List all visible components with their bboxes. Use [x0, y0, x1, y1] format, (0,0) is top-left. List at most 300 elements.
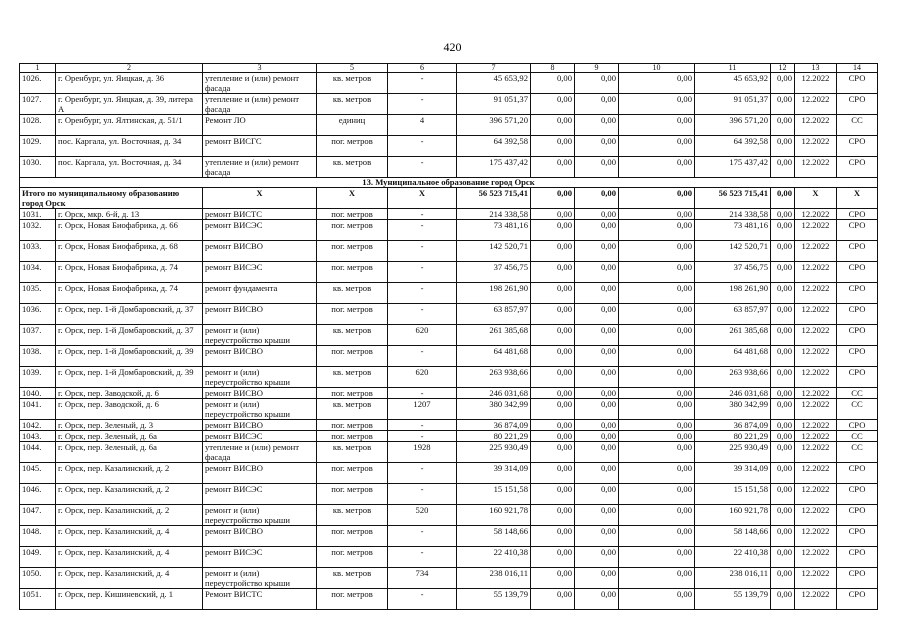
column-number-header: 12: [771, 64, 795, 73]
work-type-cell: ремонт и (или) переустройство крыши: [203, 325, 317, 346]
total-cost-cell: 91 051,37: [457, 94, 531, 115]
method-cell: СРО: [837, 157, 878, 178]
address-cell: г. Орск, пер. Заводской, д. 6: [56, 388, 203, 399]
method-cell: СРО: [837, 463, 878, 484]
completion-date-cell: 12.2022: [795, 304, 837, 325]
row-number-cell: 1044.: [20, 442, 56, 463]
address-cell: г. Орск, пер. 1-й Домбаровский, д. 39: [56, 367, 203, 388]
unit-cell: единиц: [317, 115, 388, 136]
row-number-cell: 1026.: [20, 73, 56, 94]
table-row: [20, 136, 878, 157]
budget-amount-cell: 0,00: [575, 367, 619, 388]
quantity-cell: -: [388, 73, 457, 94]
row-number-cell: 1032.: [20, 220, 56, 241]
other-amount-cell: 0,00: [619, 262, 695, 283]
work-type-cell: Ремонт ВИСТС: [203, 589, 317, 610]
unit-cell: пог. метров: [317, 304, 388, 325]
completion-date-cell: 12.2022: [795, 220, 837, 241]
fund-amount-cell: 0,00: [531, 367, 575, 388]
work-type-cell: ремонт ВИСВО: [203, 241, 317, 262]
total-value-cell: X: [388, 188, 457, 209]
column-number-header: 3: [203, 64, 317, 73]
other-amount-2-cell: 0,00: [771, 262, 795, 283]
work-type-cell: Ремонт ЛО: [203, 115, 317, 136]
total-value-cell: X: [837, 188, 878, 209]
total-cost-cell: 73 481,16: [457, 220, 531, 241]
owners-amount-cell: 263 938,66: [695, 367, 771, 388]
owners-amount-cell: 160 921,78: [695, 505, 771, 526]
fund-amount-cell: 0,00: [531, 526, 575, 547]
method-cell: СС: [837, 442, 878, 463]
table-row: [20, 463, 878, 484]
table-row: [20, 420, 878, 431]
unit-cell: кв. метров: [317, 367, 388, 388]
quantity-cell: -: [388, 283, 457, 304]
work-type-cell: ремонт ВИСЭС: [203, 484, 317, 505]
column-number-header: 8: [531, 64, 575, 73]
quantity-cell: 1928: [388, 442, 457, 463]
row-number-cell: 1050.: [20, 568, 56, 589]
work-type-cell: ремонт ВИСВО: [203, 420, 317, 431]
work-type-cell: ремонт ВИСЭС: [203, 547, 317, 568]
other-amount-cell: 0,00: [619, 241, 695, 262]
table-row: [20, 346, 878, 367]
quantity-cell: -: [388, 431, 457, 442]
quantity-cell: -: [388, 157, 457, 178]
other-amount-2-cell: 0,00: [771, 568, 795, 589]
completion-date-cell: 12.2022: [795, 283, 837, 304]
budget-amount-cell: 0,00: [575, 241, 619, 262]
row-number-cell: 1038.: [20, 346, 56, 367]
unit-cell: кв. метров: [317, 568, 388, 589]
other-amount-2-cell: 0,00: [771, 526, 795, 547]
other-amount-2-cell: 0,00: [771, 115, 795, 136]
budget-amount-cell: 0,00: [575, 136, 619, 157]
other-amount-2-cell: 0,00: [771, 304, 795, 325]
completion-date-cell: 12.2022: [795, 94, 837, 115]
method-cell: СС: [837, 388, 878, 399]
other-amount-2-cell: 0,00: [771, 420, 795, 431]
total-value-cell: 56 523 715,41: [457, 188, 531, 209]
owners-amount-cell: 15 151,58: [695, 484, 771, 505]
quantity-cell: -: [388, 262, 457, 283]
owners-amount-cell: 142 520,71: [695, 241, 771, 262]
total-label: Итого по муниципальному образованию город Орск: [20, 188, 203, 209]
total-cost-cell: 36 874,09: [457, 420, 531, 431]
unit-cell: кв. метров: [317, 325, 388, 346]
total-cost-cell: 261 385,68: [457, 325, 531, 346]
other-amount-2-cell: 0,00: [771, 505, 795, 526]
address-cell: пос. Каргала, ул. Восточная, д. 34: [56, 136, 203, 157]
owners-amount-cell: 58 148,66: [695, 526, 771, 547]
other-amount-2-cell: 0,00: [771, 325, 795, 346]
other-amount-2-cell: 0,00: [771, 589, 795, 610]
unit-cell: пог. метров: [317, 420, 388, 431]
budget-amount-cell: 0,00: [575, 262, 619, 283]
method-cell: СРО: [837, 568, 878, 589]
unit-cell: кв. метров: [317, 157, 388, 178]
total-cost-cell: 58 148,66: [457, 526, 531, 547]
other-amount-cell: 0,00: [619, 568, 695, 589]
owners-amount-cell: 214 338,58: [695, 209, 771, 220]
unit-cell: пог. метров: [317, 484, 388, 505]
quantity-cell: 620: [388, 367, 457, 388]
total-value-cell: 56 523 715,41: [695, 188, 771, 209]
method-cell: СРО: [837, 420, 878, 431]
table-row: [20, 399, 878, 420]
table-body-orsk: [20, 209, 878, 610]
other-amount-cell: 0,00: [619, 388, 695, 399]
other-amount-2-cell: 0,00: [771, 209, 795, 220]
row-number-cell: 1043.: [20, 431, 56, 442]
unit-cell: кв. метров: [317, 283, 388, 304]
fund-amount-cell: 0,00: [531, 388, 575, 399]
total-cost-cell: 39 314,09: [457, 463, 531, 484]
unit-cell: пог. метров: [317, 431, 388, 442]
table-row: [20, 526, 878, 547]
address-cell: г. Орск, Новая Биофабрика, д. 66: [56, 220, 203, 241]
other-amount-cell: 0,00: [619, 589, 695, 610]
other-amount-cell: 0,00: [619, 399, 695, 420]
quantity-cell: -: [388, 526, 457, 547]
method-cell: СРО: [837, 589, 878, 610]
other-amount-cell: 0,00: [619, 115, 695, 136]
method-cell: СРО: [837, 505, 878, 526]
other-amount-2-cell: 0,00: [771, 484, 795, 505]
other-amount-cell: 0,00: [619, 526, 695, 547]
owners-amount-cell: 45 653,92: [695, 73, 771, 94]
completion-date-cell: 12.2022: [795, 115, 837, 136]
total-cost-cell: 15 151,58: [457, 484, 531, 505]
table-row: [20, 431, 878, 442]
address-cell: г. Орск, пер. Казалинский, д. 2: [56, 505, 203, 526]
fund-amount-cell: 0,00: [531, 73, 575, 94]
budget-amount-cell: 0,00: [575, 220, 619, 241]
method-cell: СС: [837, 115, 878, 136]
unit-cell: пог. метров: [317, 209, 388, 220]
row-number-cell: 1028.: [20, 115, 56, 136]
address-cell: г. Орск, пер. Казалинский, д. 2: [56, 484, 203, 505]
address-cell: г. Орск, Новая Биофабрика, д. 74: [56, 262, 203, 283]
other-amount-2-cell: 0,00: [771, 73, 795, 94]
table-row: [20, 505, 878, 526]
budget-amount-cell: 0,00: [575, 399, 619, 420]
row-number-cell: 1029.: [20, 136, 56, 157]
method-cell: СС: [837, 431, 878, 442]
other-amount-cell: 0,00: [619, 463, 695, 484]
address-cell: г. Орск, пер. Зеленый, д. 6а: [56, 442, 203, 463]
table-row: [20, 589, 878, 610]
total-cost-cell: 263 938,66: [457, 367, 531, 388]
total-cost-cell: 380 342,99: [457, 399, 531, 420]
section-orsk: [20, 178, 878, 209]
total-value-cell: 0,00: [575, 188, 619, 209]
section-title-row: [20, 178, 878, 188]
owners-amount-cell: 198 261,90: [695, 283, 771, 304]
total-value-cell: X: [795, 188, 837, 209]
work-type-cell: ремонт ВИСТС: [203, 209, 317, 220]
address-cell: г. Оренбург, ул. Яицкая, д. 36: [56, 73, 203, 94]
fund-amount-cell: 0,00: [531, 262, 575, 283]
other-amount-cell: 0,00: [619, 346, 695, 367]
other-amount-cell: 0,00: [619, 136, 695, 157]
other-amount-cell: 0,00: [619, 431, 695, 442]
fund-amount-cell: 0,00: [531, 115, 575, 136]
work-type-cell: утепление и (или) ремонт фасада: [203, 442, 317, 463]
budget-amount-cell: 0,00: [575, 420, 619, 431]
other-amount-2-cell: 0,00: [771, 241, 795, 262]
work-type-cell: утепление и (или) ремонт фасада: [203, 157, 317, 178]
completion-date-cell: 12.2022: [795, 484, 837, 505]
completion-date-cell: 12.2022: [795, 589, 837, 610]
address-cell: г. Орск, пер. Казалинский, д. 4: [56, 568, 203, 589]
budget-amount-cell: 0,00: [575, 209, 619, 220]
other-amount-2-cell: 0,00: [771, 136, 795, 157]
completion-date-cell: 12.2022: [795, 346, 837, 367]
total-cost-cell: 142 520,71: [457, 241, 531, 262]
work-type-cell: ремонт ВИСВО: [203, 388, 317, 399]
other-amount-cell: 0,00: [619, 73, 695, 94]
column-numbers-header: [20, 64, 878, 73]
address-cell: г. Орск, пер. 1-й Домбаровский, д. 37: [56, 304, 203, 325]
method-cell: СРО: [837, 547, 878, 568]
owners-amount-cell: 246 031,68: [695, 388, 771, 399]
total-cost-cell: 63 857,97: [457, 304, 531, 325]
work-type-cell: ремонт фундамента: [203, 283, 317, 304]
total-value-cell: 0,00: [531, 188, 575, 209]
fund-amount-cell: 0,00: [531, 209, 575, 220]
fund-amount-cell: 0,00: [531, 589, 575, 610]
other-amount-cell: 0,00: [619, 420, 695, 431]
quantity-cell: -: [388, 484, 457, 505]
fund-amount-cell: 0,00: [531, 136, 575, 157]
total-cost-cell: 45 653,92: [457, 73, 531, 94]
budget-amount-cell: 0,00: [575, 304, 619, 325]
work-type-cell: ремонт и (или) переустройство крыши: [203, 505, 317, 526]
fund-amount-cell: 0,00: [531, 568, 575, 589]
completion-date-cell: 12.2022: [795, 526, 837, 547]
owners-amount-cell: 36 874,09: [695, 420, 771, 431]
quantity-cell: -: [388, 136, 457, 157]
other-amount-2-cell: 0,00: [771, 220, 795, 241]
unit-cell: пог. метров: [317, 136, 388, 157]
row-number-cell: 1041.: [20, 399, 56, 420]
row-number-cell: 1051.: [20, 589, 56, 610]
other-amount-2-cell: 0,00: [771, 94, 795, 115]
column-number-header: 11: [695, 64, 771, 73]
fund-amount-cell: 0,00: [531, 505, 575, 526]
work-type-cell: ремонт и (или) переустройство крыши: [203, 399, 317, 420]
other-amount-cell: 0,00: [619, 157, 695, 178]
address-cell: г. Орск, Новая Биофабрика, д. 74: [56, 283, 203, 304]
method-cell: СС: [837, 399, 878, 420]
table-row: [20, 442, 878, 463]
completion-date-cell: 12.2022: [795, 325, 837, 346]
method-cell: СРО: [837, 484, 878, 505]
table-row: [20, 262, 878, 283]
column-number-header: 1: [20, 64, 56, 73]
owners-amount-cell: 380 342,99: [695, 399, 771, 420]
work-type-cell: ремонт ВИСЭС: [203, 431, 317, 442]
completion-date-cell: 12.2022: [795, 431, 837, 442]
budget-amount-cell: 0,00: [575, 484, 619, 505]
other-amount-cell: 0,00: [619, 325, 695, 346]
row-number-cell: 1027.: [20, 94, 56, 115]
row-number-cell: 1046.: [20, 484, 56, 505]
unit-cell: кв. метров: [317, 505, 388, 526]
other-amount-2-cell: 0,00: [771, 283, 795, 304]
table-row: [20, 367, 878, 388]
table-row: [20, 94, 878, 115]
method-cell: СРО: [837, 367, 878, 388]
table-row: [20, 568, 878, 589]
table-row: [20, 547, 878, 568]
table-body-previous-section: [20, 73, 878, 178]
method-cell: СРО: [837, 220, 878, 241]
quantity-cell: -: [388, 547, 457, 568]
work-type-cell: ремонт и (или) переустройство крыши: [203, 568, 317, 589]
work-type-cell: утепление и (или) ремонт фасада: [203, 73, 317, 94]
unit-cell: пог. метров: [317, 589, 388, 610]
completion-date-cell: 12.2022: [795, 399, 837, 420]
capital-repair-table: [19, 63, 878, 610]
column-number-header: 6: [388, 64, 457, 73]
fund-amount-cell: 0,00: [531, 399, 575, 420]
table-row: [20, 73, 878, 94]
page-number: 420: [443, 40, 462, 54]
total-cost-cell: 225 930,49: [457, 442, 531, 463]
total-cost-cell: 214 338,58: [457, 209, 531, 220]
owners-amount-cell: 64 481,68: [695, 346, 771, 367]
method-cell: СРО: [837, 325, 878, 346]
unit-cell: кв. метров: [317, 442, 388, 463]
completion-date-cell: 12.2022: [795, 388, 837, 399]
column-number-header: 7: [457, 64, 531, 73]
owners-amount-cell: 261 385,68: [695, 325, 771, 346]
work-type-cell: ремонт ВИСВО: [203, 526, 317, 547]
fund-amount-cell: 0,00: [531, 304, 575, 325]
total-value-cell: 0,00: [771, 188, 795, 209]
method-cell: СРО: [837, 346, 878, 367]
work-type-cell: ремонт ВИСВО: [203, 304, 317, 325]
other-amount-2-cell: 0,00: [771, 547, 795, 568]
total-cost-cell: 198 261,90: [457, 283, 531, 304]
unit-cell: кв. метров: [317, 73, 388, 94]
quantity-cell: -: [388, 346, 457, 367]
total-cost-cell: 238 016,11: [457, 568, 531, 589]
completion-date-cell: 12.2022: [795, 463, 837, 484]
column-number-header: 9: [575, 64, 619, 73]
row-number-cell: 1034.: [20, 262, 56, 283]
fund-amount-cell: 0,00: [531, 241, 575, 262]
budget-amount-cell: 0,00: [575, 115, 619, 136]
quantity-cell: -: [388, 94, 457, 115]
method-cell: СРО: [837, 136, 878, 157]
quantity-cell: -: [388, 209, 457, 220]
quantity-cell: -: [388, 589, 457, 610]
unit-cell: пог. метров: [317, 220, 388, 241]
quantity-cell: -: [388, 388, 457, 399]
address-cell: г. Оренбург, ул. Ялтинская, д. 51/1: [56, 115, 203, 136]
unit-cell: пог. метров: [317, 526, 388, 547]
address-cell: г. Орск, Новая Биофабрика, д. 68: [56, 241, 203, 262]
unit-cell: пог. метров: [317, 388, 388, 399]
owners-amount-cell: 175 437,42: [695, 157, 771, 178]
method-cell: СРО: [837, 526, 878, 547]
table-row: [20, 283, 878, 304]
unit-cell: пог. метров: [317, 463, 388, 484]
budget-amount-cell: 0,00: [575, 94, 619, 115]
other-amount-cell: 0,00: [619, 220, 695, 241]
fund-amount-cell: 0,00: [531, 346, 575, 367]
table-row: [20, 241, 878, 262]
unit-cell: кв. метров: [317, 399, 388, 420]
method-cell: СРО: [837, 73, 878, 94]
address-cell: г. Орск, мкр. 6-й, д. 13: [56, 209, 203, 220]
row-number-cell: 1040.: [20, 388, 56, 399]
fund-amount-cell: 0,00: [531, 283, 575, 304]
method-cell: СРО: [837, 241, 878, 262]
row-number-cell: 1031.: [20, 209, 56, 220]
row-number-cell: 1048.: [20, 526, 56, 547]
completion-date-cell: 12.2022: [795, 73, 837, 94]
other-amount-cell: 0,00: [619, 283, 695, 304]
quantity-cell: -: [388, 220, 457, 241]
budget-amount-cell: 0,00: [575, 442, 619, 463]
column-number-header: 13: [795, 64, 837, 73]
other-amount-2-cell: 0,00: [771, 431, 795, 442]
method-cell: СРО: [837, 283, 878, 304]
owners-amount-cell: 73 481,16: [695, 220, 771, 241]
total-cost-cell: 55 139,79: [457, 589, 531, 610]
owners-amount-cell: 80 221,29: [695, 431, 771, 442]
total-cost-cell: 396 571,20: [457, 115, 531, 136]
row-number-cell: 1030.: [20, 157, 56, 178]
fund-amount-cell: 0,00: [531, 484, 575, 505]
budget-amount-cell: 0,00: [575, 589, 619, 610]
fund-amount-cell: 0,00: [531, 463, 575, 484]
quantity-cell: 620: [388, 325, 457, 346]
completion-date-cell: 12.2022: [795, 209, 837, 220]
total-cost-cell: 246 031,68: [457, 388, 531, 399]
owners-amount-cell: 64 392,58: [695, 136, 771, 157]
total-value-cell: X: [317, 188, 388, 209]
address-cell: г. Орск, пер. Зеленый, д. 3: [56, 420, 203, 431]
address-cell: г. Оренбург, ул. Яицкая, д. 39, литера А: [56, 94, 203, 115]
work-type-cell: утепление и (или) ремонт фасада: [203, 94, 317, 115]
fund-amount-cell: 0,00: [531, 220, 575, 241]
row-number-cell: 1039.: [20, 367, 56, 388]
address-cell: г. Орск, пер. Казалинский, д. 4: [56, 526, 203, 547]
owners-amount-cell: 39 314,09: [695, 463, 771, 484]
budget-amount-cell: 0,00: [575, 568, 619, 589]
budget-amount-cell: 0,00: [575, 325, 619, 346]
quantity-cell: -: [388, 304, 457, 325]
quantity-cell: -: [388, 463, 457, 484]
unit-cell: пог. метров: [317, 241, 388, 262]
other-amount-2-cell: 0,00: [771, 442, 795, 463]
fund-amount-cell: 0,00: [531, 420, 575, 431]
table-row: [20, 325, 878, 346]
total-cost-cell: 175 437,42: [457, 157, 531, 178]
owners-amount-cell: 63 857,97: [695, 304, 771, 325]
budget-amount-cell: 0,00: [575, 73, 619, 94]
quantity-cell: 520: [388, 505, 457, 526]
quantity-cell: 1207: [388, 399, 457, 420]
other-amount-2-cell: 0,00: [771, 346, 795, 367]
other-amount-cell: 0,00: [619, 484, 695, 505]
row-number-cell: 1035.: [20, 283, 56, 304]
